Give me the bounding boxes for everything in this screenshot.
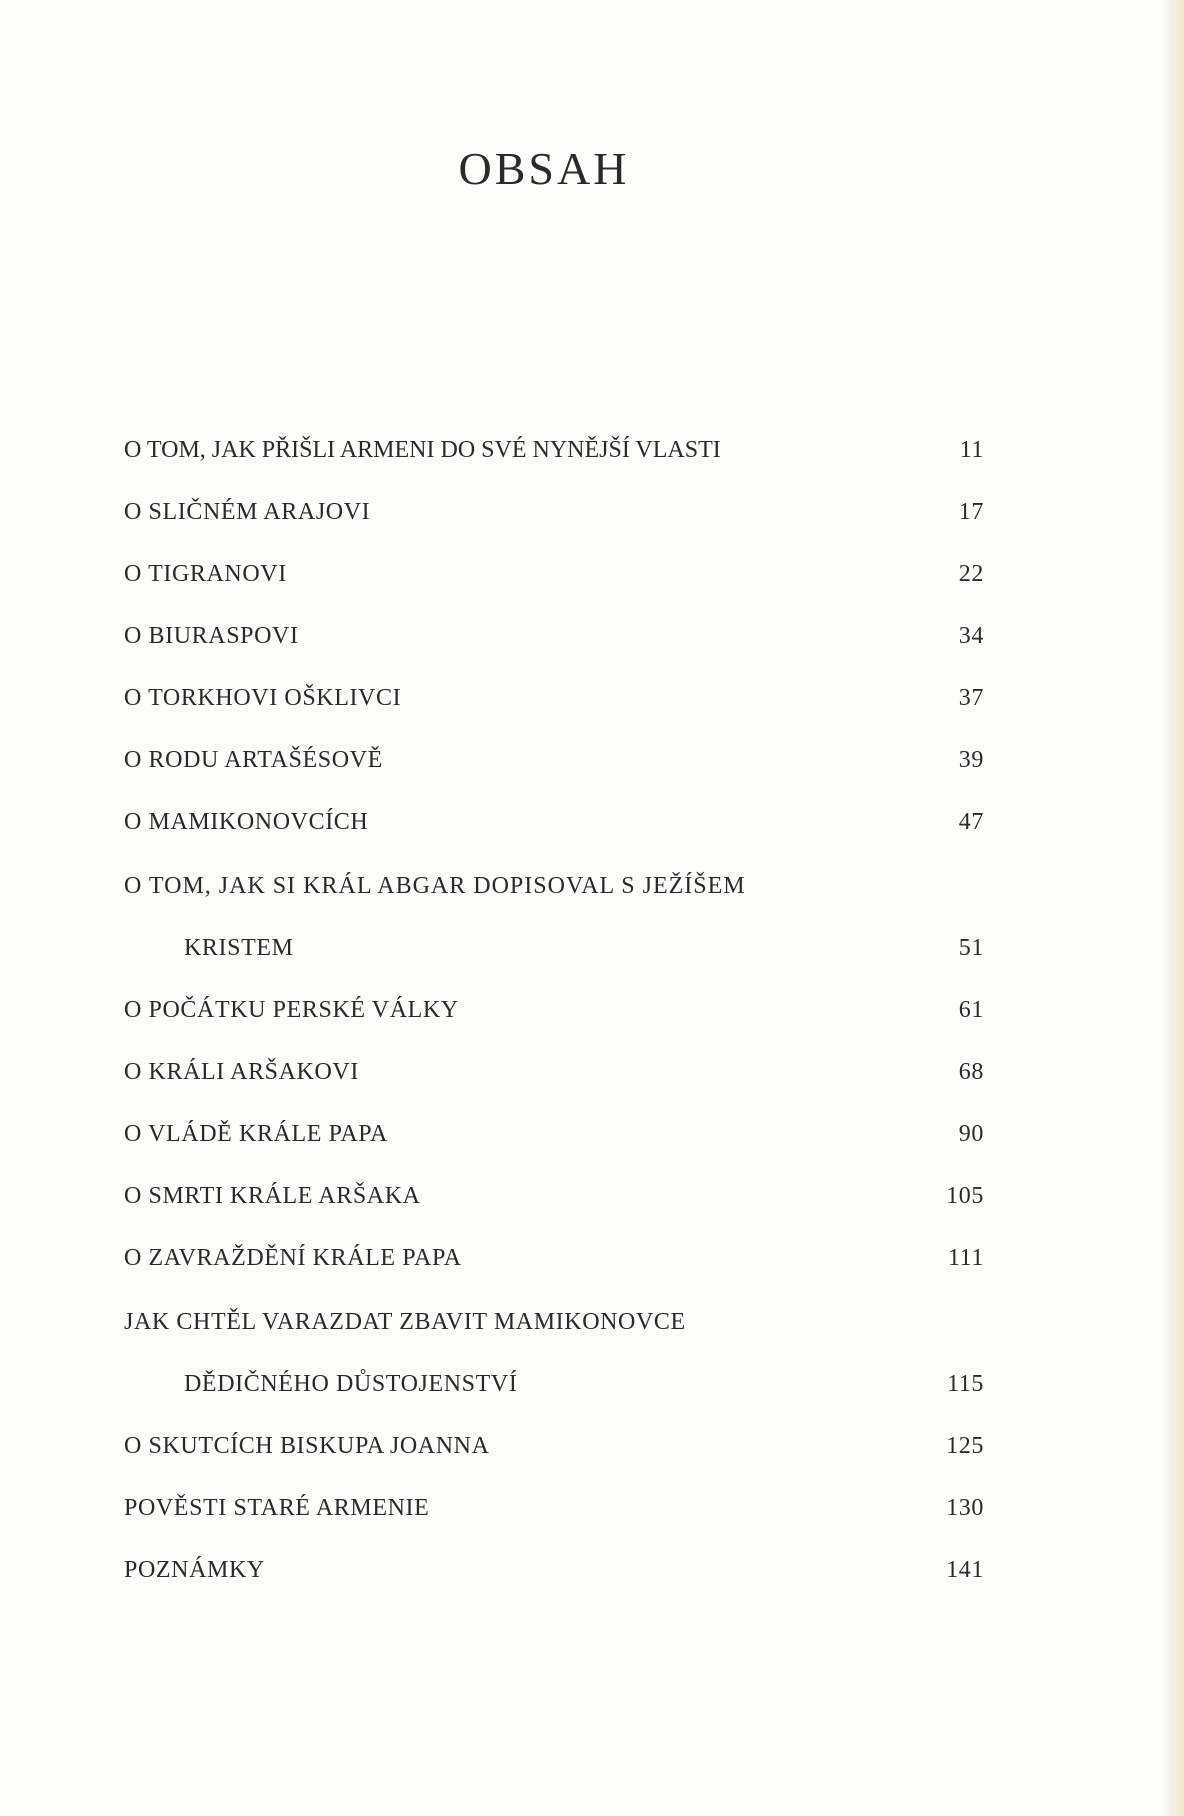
page-title: OBSAH xyxy=(458,143,630,194)
toc-entry[interactable] xyxy=(124,1117,984,1151)
toc-entry-title: O TOM, JAK SI KRÁL ABGAR DOPISOVAL S JEŽÍŠEM xyxy=(124,873,746,899)
toc-entry[interactable] xyxy=(124,869,984,961)
toc-entry-page: 115 xyxy=(947,1371,984,1397)
toc-entry-title: POZNÁMKY xyxy=(124,1557,265,1583)
toc-entry[interactable] xyxy=(124,681,984,715)
toc-entry-page: 37 xyxy=(958,685,984,711)
toc-entry-title: O BIURASPOVI xyxy=(124,623,299,649)
toc-entry-title: O TORKHOVI OŠKLIVCI xyxy=(124,685,402,711)
toc-entry[interactable] xyxy=(124,433,984,467)
toc-entry[interactable] xyxy=(124,1055,984,1089)
toc-entry-page: 125 xyxy=(946,1433,984,1459)
toc-entry[interactable] xyxy=(124,743,984,777)
toc-entry-page: 51 xyxy=(958,935,984,961)
toc-entry-title: JAK CHTĚL VARAZDAT ZBAVIT MAMIKONOVCE xyxy=(124,1309,686,1335)
toc-entry[interactable] xyxy=(124,557,984,591)
toc-entry[interactable] xyxy=(124,619,984,653)
toc-entry-title: O KRÁLI ARŠAKOVI xyxy=(124,1059,359,1085)
toc-entry[interactable] xyxy=(124,1305,984,1397)
toc-entry-title: O RODU ARTAŠÉSOVĚ xyxy=(124,747,383,773)
toc-entry-page: 141 xyxy=(946,1557,984,1583)
toc-entry-title: POVĚSTI STARÉ ARMENIE xyxy=(124,1495,430,1521)
toc-entry[interactable] xyxy=(124,993,984,1027)
toc-entry-page: 68 xyxy=(958,1059,984,1085)
toc-entry[interactable] xyxy=(124,495,984,529)
toc-entry-page: 105 xyxy=(946,1183,984,1209)
toc-entry-page: 47 xyxy=(958,809,984,835)
toc-entry-title: O SLIČNÉM ARAJOVI xyxy=(124,499,371,525)
toc-entry[interactable] xyxy=(124,1491,984,1525)
toc-entry-page: 130 xyxy=(946,1495,984,1521)
toc-entry-title: O ZAVRAŽDĚNÍ KRÁLE PAPA xyxy=(124,1245,462,1271)
toc-entry-title: O TIGRANOVI xyxy=(124,561,287,587)
toc-entry-page: 34 xyxy=(958,623,984,649)
toc-entry-page: 90 xyxy=(958,1121,984,1147)
toc-entry-title-continuation: DĚDIČNÉHO DŮSTOJENSTVÍ xyxy=(184,1371,518,1397)
toc-entry-page: 111 xyxy=(947,1245,984,1271)
toc-entry-title: O SKUTCÍCH BISKUPA JOANNA xyxy=(124,1433,490,1459)
toc-entry-title: O SMRTI KRÁLE ARŠAKA xyxy=(124,1183,421,1209)
toc-entry-page: 61 xyxy=(958,997,984,1023)
toc-entry[interactable] xyxy=(124,1429,984,1463)
toc-entry-title: O POČÁTKU PERSKÉ VÁLKY xyxy=(124,997,459,1023)
toc-entry[interactable] xyxy=(124,1241,984,1275)
toc-entry-page: 22 xyxy=(958,561,984,587)
toc-entry-title: O MAMIKONOVCÍCH xyxy=(124,809,369,835)
toc-entry-title-continuation: KRISTEM xyxy=(184,935,294,961)
toc-entry-page: 17 xyxy=(958,499,984,525)
toc-entry-title: O TOM, JAK PŘIŠLI ARMENI DO SVÉ NYNĚJŠÍ VLASTI xyxy=(124,437,721,463)
toc-entry-page: 11 xyxy=(959,437,984,463)
toc-entry[interactable] xyxy=(124,1179,984,1213)
toc-entry-page: 39 xyxy=(958,747,984,773)
toc-entry[interactable] xyxy=(124,1553,984,1587)
toc-entry-title: O VLÁDĚ KRÁLE PAPA xyxy=(124,1121,388,1147)
toc-entry[interactable] xyxy=(124,805,984,839)
